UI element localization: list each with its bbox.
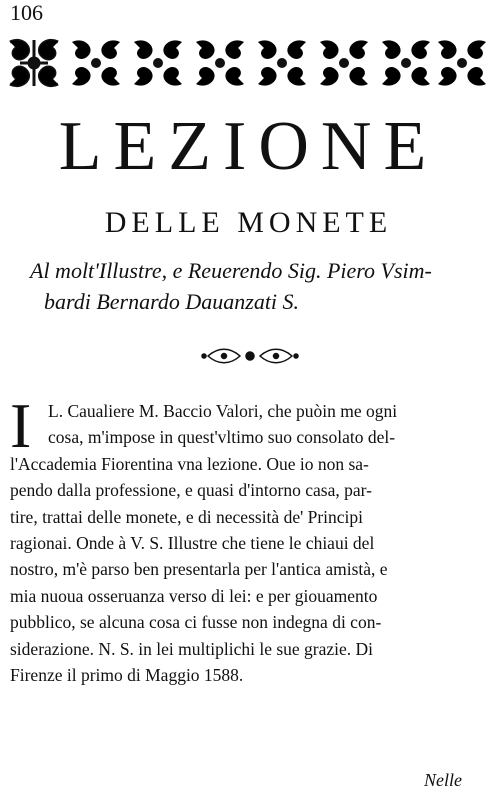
body-line: L. Caualiere M. Baccio Valori, che puòin me ogni [48,401,398,421]
body-line: cosa, m'impose in quest'vltimo suo consolato del- [48,427,396,448]
drop-cap: I [10,390,32,461]
catchword: Nelle [424,770,462,790]
body-line: Firenze il primo di Maggio 1588. [10,665,244,686]
body-line: nostro, m'è parso ben presentarla per l'antica amistà, e [10,559,388,580]
dedication [30,255,470,317]
body-line: pendo dalla professione, e quasi d'intorno casa, par- [10,480,372,501]
body-line: ragionai. Onde à V. S. Illustre che tiene le chiaui del [10,533,375,554]
body-text [10,390,488,688]
page-number: 106 [10,0,43,25]
subtitle: DELLE MONETE [104,206,393,239]
dedication-line-2: bardi Bernardo Dauanzati S. [44,289,300,314]
body-line: pubblico, se alcuna cosa ci fusse non indegna di con- [10,612,382,633]
title: LEZIONE [58,108,439,185]
body-line: mia nuoua osseruanza verso di lei: e per giouamento [10,585,378,606]
ornamental-headpiece [4,34,492,92]
body-line: l'Accademia Fiorentina vna lezione. Oue io non sa- [10,453,369,474]
body-line: siderazione. N. S. in lei multiplichi le sue grazie. Di [10,638,374,659]
body-line: tire, trattai delle monete, e di necessità de' Principi [10,506,364,527]
dedication-line-1: Al molt'Illustre, e Reuerendo Sig. Piero Vsim- [30,258,432,283]
flourish-ornament [200,345,300,367]
